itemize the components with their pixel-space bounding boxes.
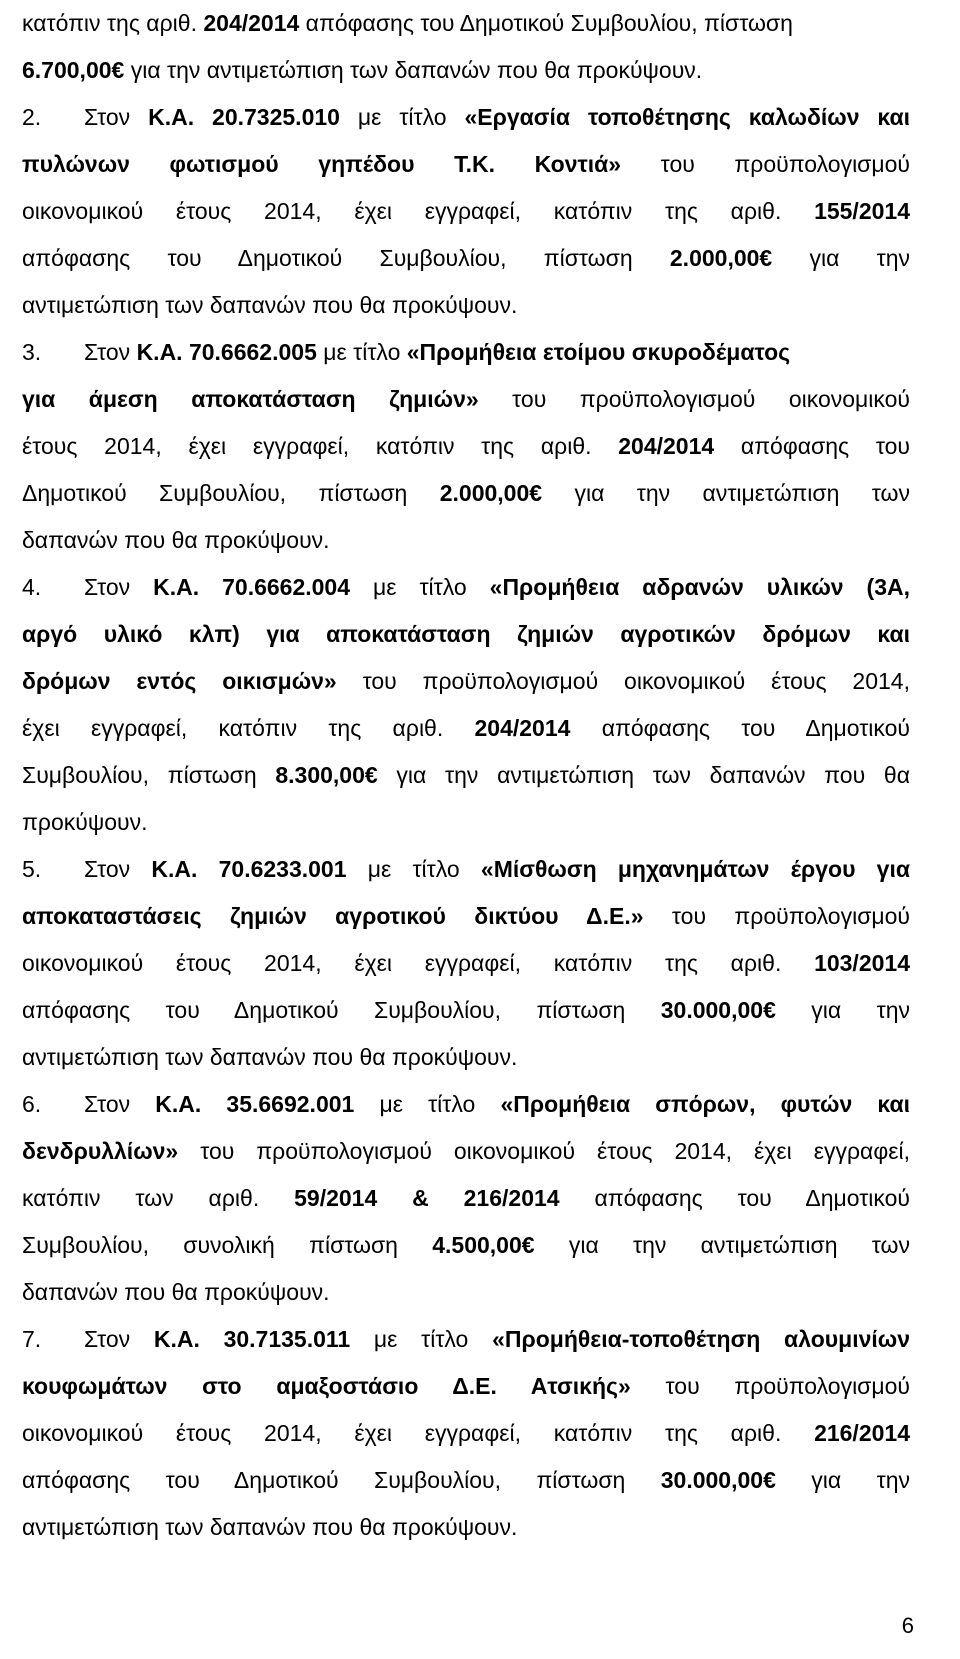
text-segment: Στον — [84, 1326, 154, 1352]
bold-text: Κ.Α. 20.7325.010 — [148, 104, 340, 130]
text-line — [22, 329, 910, 376]
text-segment: Στον — [84, 339, 137, 365]
text-segment: του προϋπολογισμού — [630, 1373, 911, 1399]
text-line — [22, 846, 910, 893]
text-line — [22, 893, 910, 940]
bold-text: 216/2014 — [814, 1420, 910, 1446]
text-line — [22, 376, 910, 423]
text-line — [22, 470, 910, 517]
bold-text: 204/2014 — [474, 715, 571, 741]
bold-text: «Προμήθεια σπόρων, φυτών και — [500, 1091, 910, 1117]
text-segment: με τίτλο — [350, 1326, 493, 1352]
bold-text: «Εργασία τοποθέτησης καλωδίων και — [464, 104, 911, 130]
bold-text: «Προμήθεια-τοποθέτηση αλουμινίων — [492, 1326, 911, 1352]
bold-text: για άμεση αποκατάσταση ζημιών» — [22, 386, 479, 412]
list-number: 7. — [22, 1326, 42, 1352]
bold-text: Κ.Α. 70.6662.004 — [153, 574, 351, 600]
text-line — [22, 1034, 910, 1081]
text-line — [22, 1269, 910, 1316]
text-segment: για την αντιμετώπιση των — [534, 1232, 910, 1258]
bold-text: 2.000,00€ — [669, 245, 773, 271]
text-line — [22, 611, 910, 658]
text-segment: για την αντιμετώπιση των δαπανών που θα προκύψουν. — [124, 57, 703, 83]
text-segment: με τίτλο — [350, 574, 490, 600]
text-line — [22, 799, 910, 846]
text-segment: Στον — [84, 104, 149, 130]
text-line — [22, 1457, 910, 1504]
text-line — [22, 705, 910, 752]
text-segment: απόφασης του Δημοτικού — [559, 1185, 910, 1211]
bold-text: δρόμων εντός οικισμών» — [22, 668, 337, 694]
document-body — [22, 0, 910, 1551]
bold-text: Κ.Α. 70.6662.005 — [136, 339, 317, 365]
text-segment: για την — [775, 997, 910, 1023]
list-number: 6. — [22, 1091, 42, 1117]
list-number: 5. — [22, 856, 42, 882]
text-segment: με τίτλο — [354, 1091, 501, 1117]
bold-text: Κ.Α. 70.6233.001 — [151, 856, 347, 882]
text-line — [22, 235, 910, 282]
bold-text: 30.000,00€ — [660, 1467, 776, 1493]
text-line — [22, 188, 910, 235]
bold-text: 59/2014 & 216/2014 — [294, 1185, 560, 1211]
text-segment: του προϋπολογισμού οικονομικού — [478, 386, 910, 412]
text-line — [22, 1410, 910, 1457]
text-segment: οικονομικού έτους 2014, έχει εγγραφεί, κατόπιν της αριθ. — [22, 950, 815, 976]
text-line — [22, 940, 910, 987]
bold-text: 2.000,00€ — [439, 480, 543, 506]
text-segment: Στον — [84, 856, 152, 882]
text-segment: έχει εγγραφεί, κατόπιν της αριθ. — [22, 715, 475, 741]
bold-text: 8.300,00€ — [275, 762, 378, 788]
bold-text: κουφωμάτων στο αμαξοστάσιο Δ.Ε. Ατσικής» — [22, 1373, 631, 1399]
text-segment: κατόπιν των αριθ. — [22, 1185, 295, 1211]
page-number: 6 — [901, 1613, 914, 1638]
bold-text: 103/2014 — [814, 950, 910, 976]
text-segment: οικονομικού έτους 2014, έχει εγγραφεί, κατόπιν της αριθ. — [22, 1420, 815, 1446]
text-line — [22, 1175, 910, 1222]
text-segment: για την — [772, 245, 910, 271]
text-segment: Στον — [84, 1091, 156, 1117]
text-line — [22, 1363, 910, 1410]
bold-text: 155/2014 — [814, 198, 910, 224]
text-line — [22, 658, 910, 705]
bold-text: 4.500,00€ — [432, 1232, 535, 1258]
text-segment: του προϋπολογισμού οικονομικού έτους 2014, — [336, 668, 910, 694]
bold-text: πυλώνων φωτισμού γηπέδου Τ.Κ. Κοντιά» — [22, 151, 622, 177]
text-line — [22, 141, 910, 188]
text-segment: με τίτλο — [339, 104, 465, 130]
bold-text: αποκαταστάσεις ζημιών αγροτικού δικτύου Δ.Ε.» — [22, 903, 644, 929]
text-line — [22, 1504, 910, 1551]
text-segment: απόφασης του Δημοτικού Συμβουλίου, πίστωση — [299, 10, 793, 36]
text-segment: αντιμετώπιση των δαπανών που θα προκύψουν. — [22, 1044, 518, 1070]
text-segment: κατόπιν της αριθ. — [22, 10, 204, 36]
text-segment: για την αντιμετώπιση των δαπανών που θα — [377, 762, 910, 788]
bold-text: «Προμήθεια ετοίμου σκυροδέματος — [406, 339, 791, 365]
text-segment: Συμβουλίου, συνολική πίστωση — [22, 1232, 433, 1258]
text-segment: απόφασης του — [714, 433, 910, 459]
text-segment: Δημοτικού Συμβουλίου, πίστωση — [22, 480, 440, 506]
text-segment: για την — [775, 1467, 910, 1493]
text-line — [22, 564, 910, 611]
text-line — [22, 282, 910, 329]
text-segment: απόφασης του Δημοτικού Συμβουλίου, πίστωση — [22, 997, 661, 1023]
text-segment: με τίτλο — [316, 339, 407, 365]
text-segment: Στον — [84, 574, 154, 600]
bold-text: «Προμήθεια αδρανών υλικών (3Α, — [489, 574, 911, 600]
bold-text: Κ.Α. 35.6692.001 — [155, 1091, 355, 1117]
text-line — [22, 517, 910, 564]
text-line — [22, 752, 910, 799]
bold-text: 30.000,00€ — [660, 997, 776, 1023]
list-number: 4. — [22, 574, 42, 600]
bold-text: «Μίσθωση μηχανημάτων έργου για — [480, 856, 910, 882]
text-line — [22, 423, 910, 470]
text-line — [22, 0, 910, 47]
bold-text: 6.700,00€ — [22, 57, 125, 83]
text-line — [22, 987, 910, 1034]
bold-text: Κ.Α. 30.7135.011 — [153, 1326, 351, 1352]
bold-text: 204/2014 — [203, 10, 300, 36]
text-segment: δαπανών που θα προκύψουν. — [22, 1279, 330, 1305]
text-segment: έτους 2014, έχει εγγραφεί, κατόπιν της αριθ. — [22, 433, 619, 459]
text-segment: αντιμετώπιση των δαπανών που θα προκύψουν. — [22, 292, 518, 318]
bold-text: δενδρυλλίων» — [22, 1138, 179, 1164]
text-segment: αντιμετώπιση των δαπανών που θα προκύψουν. — [22, 1514, 518, 1540]
text-segment: απόφασης του Δημοτικού Συμβουλίου, πίστωση — [22, 245, 670, 271]
bold-text: 204/2014 — [618, 433, 715, 459]
text-segment: με τίτλο — [346, 856, 481, 882]
text-segment: Συμβουλίου, πίστωση — [22, 762, 276, 788]
text-segment: του προϋπολογισμού — [621, 151, 910, 177]
text-line — [22, 1128, 910, 1175]
list-number: 3. — [22, 339, 42, 365]
list-number: 2. — [22, 104, 42, 130]
text-line — [22, 94, 910, 141]
text-segment: οικονομικού έτους 2014, έχει εγγραφεί, κατόπιν της αριθ. — [22, 198, 815, 224]
text-line — [22, 1316, 910, 1363]
text-segment: απόφασης του Δημοτικού Συμβουλίου, πίστωση — [22, 1467, 661, 1493]
text-line — [22, 1081, 910, 1128]
text-segment: δαπανών που θα προκύψουν. — [22, 527, 330, 553]
text-segment: του προϋπολογισμού οικονομικού έτους 2014, έχει εγγραφεί, — [178, 1138, 910, 1164]
text-segment: απόφασης του Δημοτικού — [570, 715, 910, 741]
text-line — [22, 1222, 910, 1269]
text-line — [22, 47, 910, 94]
text-segment: για την αντιμετώπιση των — [542, 480, 910, 506]
text-segment: του προϋπολογισμού — [643, 903, 911, 929]
text-segment: προκύψουν. — [22, 809, 148, 835]
bold-text: αργό υλικό κλπ) για αποκατάσταση ζημιών αγροτικών δρόμων και — [22, 621, 910, 647]
